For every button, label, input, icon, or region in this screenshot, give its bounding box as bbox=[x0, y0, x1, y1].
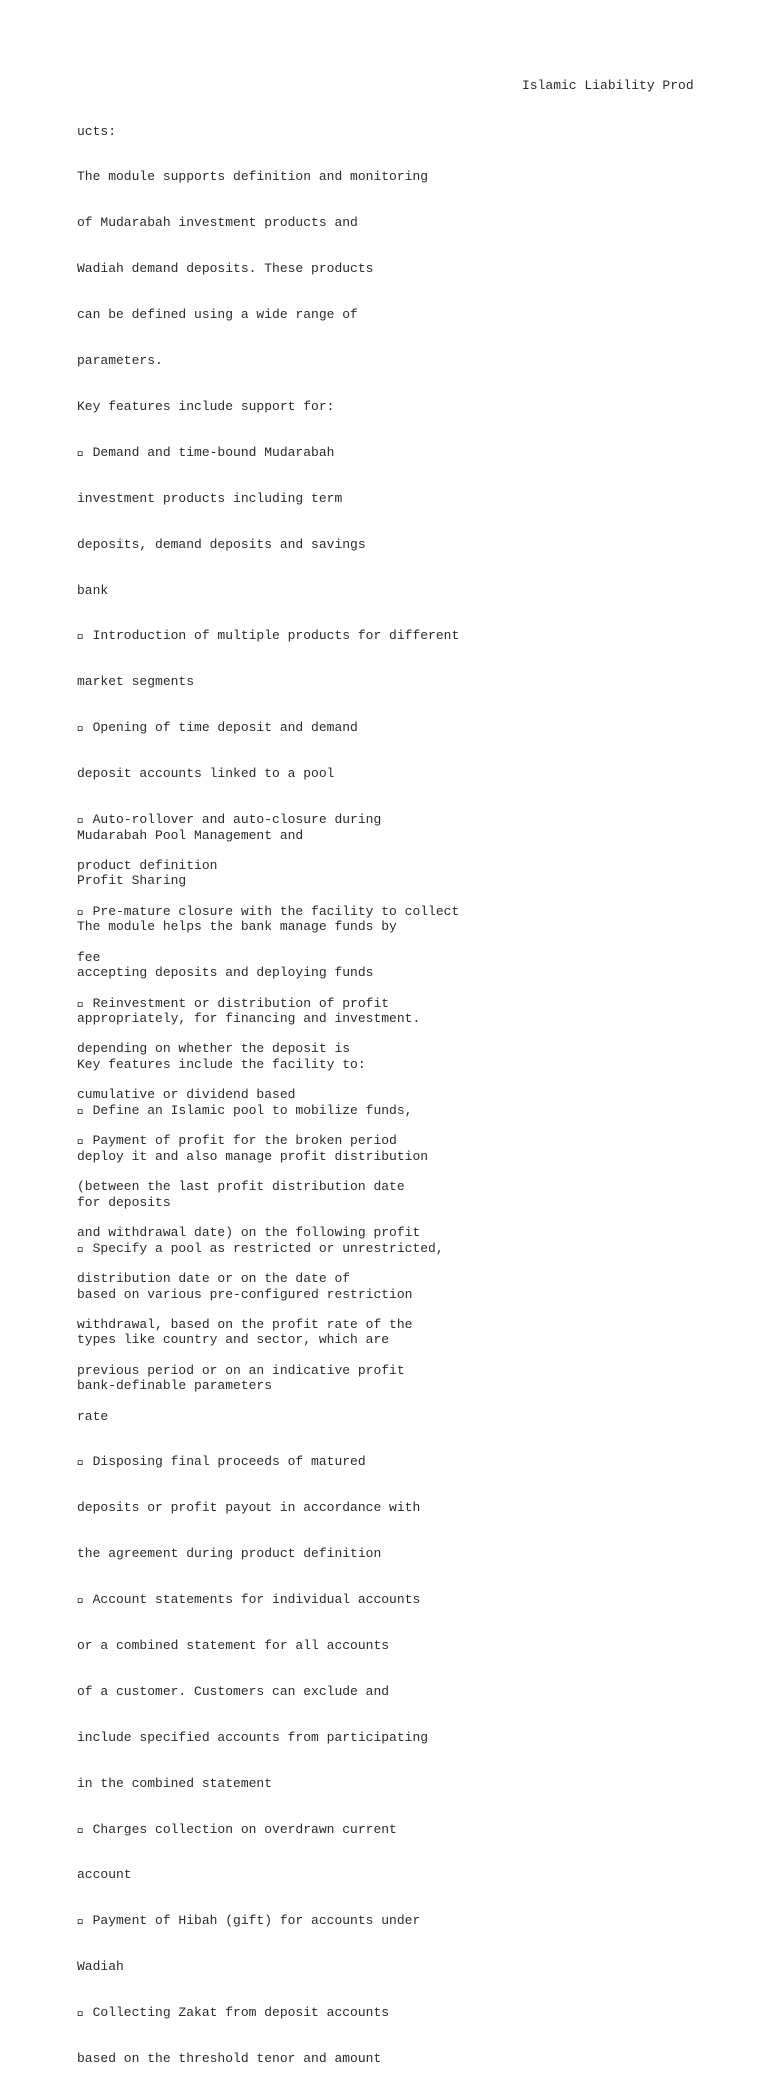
running-header: Islamic Liability Prod bbox=[522, 78, 694, 93]
text-line: depending on whether the deposit is bbox=[77, 1041, 351, 1057]
text-line: Wadiah demand deposits. These products bbox=[77, 261, 374, 277]
bullet-line: Charges collection on overdrawn current bbox=[77, 1821, 397, 1837]
bullet-line: Collecting Zakat from deposit accounts bbox=[77, 2005, 390, 2021]
text-line: deposit accounts linked to a pool bbox=[77, 766, 335, 782]
text-line: withdrawal, based on the profit rate of the bbox=[77, 1316, 413, 1332]
text-line: in the combined statement bbox=[77, 1775, 273, 1791]
text-line: bank-definable parameters bbox=[77, 1378, 273, 1394]
text-line: Key features include the facility to: bbox=[77, 1057, 366, 1073]
bullet-line: Define an Islamic pool to mobilize funds, bbox=[77, 1102, 413, 1118]
text-line: investment products including term bbox=[77, 490, 343, 506]
text-line: The module helps the bank manage funds by bbox=[77, 919, 397, 935]
bullet-line: Reinvestment or distribution of profit bbox=[77, 995, 390, 1011]
section-heading-line: Profit Sharing bbox=[77, 873, 187, 889]
text-line: The module supports definition and monitoring bbox=[77, 169, 429, 185]
text-line: product definition bbox=[77, 857, 218, 873]
text-line: fee bbox=[77, 949, 101, 965]
text-line: deploy it and also manage profit distribution bbox=[77, 1148, 429, 1164]
text-line: cumulative or dividend based bbox=[77, 1087, 296, 1103]
text-line: bank bbox=[77, 582, 109, 598]
bullet-line: Account statements for individual accounts bbox=[77, 1592, 421, 1608]
text-line: can be defined using a wide range of bbox=[77, 307, 358, 323]
section-mudarabah-pool-management bbox=[77, 797, 444, 1424]
text-line: deposits or profit payout in accordance with bbox=[77, 1500, 421, 1516]
bullet-line: Payment of Hibah (gift) for accounts under bbox=[77, 1913, 421, 1929]
text-line: (between the last profit distribution date bbox=[77, 1179, 405, 1195]
bullet-line: Demand and time-bound Mudarabah bbox=[77, 444, 335, 460]
text-line: distribution date or on the date of bbox=[77, 1270, 351, 1286]
text-line: rate bbox=[77, 1408, 109, 1424]
text-line: appropriately, for financing and investment. bbox=[77, 1011, 421, 1027]
text-line: the agreement during product definition bbox=[77, 1546, 382, 1562]
text-line: include specified accounts from participating bbox=[77, 1729, 429, 1745]
bullet-line: Opening of time deposit and demand bbox=[77, 720, 358, 736]
bullet-line: Specify a pool as restricted or unrestricted, bbox=[77, 1240, 444, 1256]
text-line: of a customer. Customers can exclude and bbox=[77, 1683, 390, 1699]
text-line: previous period or on an indicative profit bbox=[77, 1362, 405, 1378]
text-line: Key features include support for: bbox=[77, 398, 335, 414]
text-line: of Mudarabah investment products and bbox=[77, 215, 358, 231]
text-line: for deposits bbox=[77, 1194, 171, 1210]
text-line: deposits, demand deposits and savings bbox=[77, 536, 366, 552]
bullet-line: Disposing final proceeds of matured bbox=[77, 1454, 366, 1470]
text-line: accepting deposits and deploying funds bbox=[77, 965, 374, 981]
bullet-line: Pre-mature closure with the facility to collect bbox=[77, 903, 460, 919]
section-heading-line: Mudarabah Pool Management and bbox=[77, 827, 304, 843]
bullet-line: Payment of profit for the broken period bbox=[77, 1133, 397, 1149]
text-line: account bbox=[77, 1867, 132, 1883]
bullet-line: Auto-rollover and auto-closure during bbox=[77, 811, 382, 827]
text-line: types like country and sector, which are bbox=[77, 1332, 390, 1348]
text-line: based on various pre-configured restriction bbox=[77, 1286, 413, 1302]
text-line: and withdrawal date) on the following profit bbox=[77, 1224, 421, 1240]
text-line: Wadiah bbox=[77, 1959, 124, 1975]
text-line: parameters. bbox=[77, 353, 163, 369]
text-line: market segments bbox=[77, 674, 195, 690]
text-line: based on the threshold tenor and amount bbox=[77, 2051, 382, 2066]
text-line: ucts: bbox=[77, 123, 117, 139]
bullet-line: Introduction of multiple products for different bbox=[77, 628, 460, 644]
text-line: or a combined statement for all accounts bbox=[77, 1637, 390, 1653]
